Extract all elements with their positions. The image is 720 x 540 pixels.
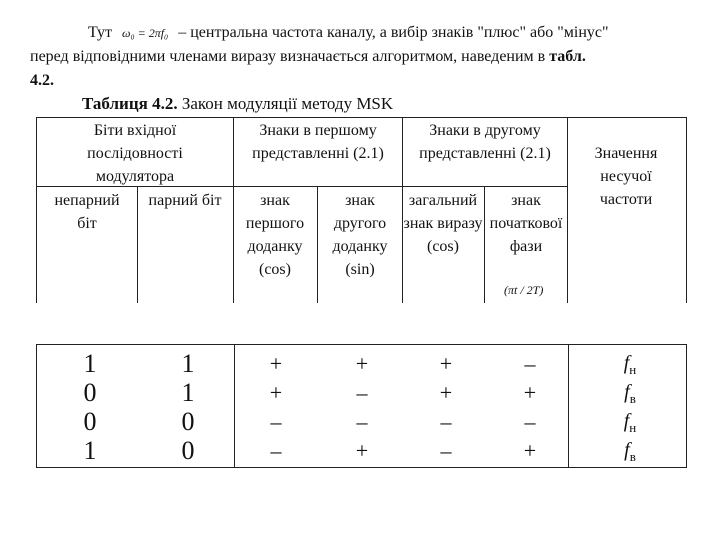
header-bits-group: Біти вхідної послідовності модулятора <box>87 122 183 185</box>
frequency-symbol: f <box>623 352 630 374</box>
header-sign-common: загальний знак виразу (cos) <box>403 192 483 255</box>
omega-formula: ω₀ = 2πf₀ <box>121 26 169 40</box>
header-divider-1 <box>233 117 234 303</box>
intro-line-2-text: перед відповідними членами виразу визначається алгоритмом, наведеним в <box>30 48 546 65</box>
table-cell-odd-bit: 1 <box>83 349 97 378</box>
intro-line-1 <box>88 22 609 44</box>
table-cell-sign: + <box>523 438 537 463</box>
column-even-bit <box>165 349 211 465</box>
header-first-representation: Знаки в першому представленні (2.1) <box>252 122 384 162</box>
intro-line-1-rest: – центральна частота каналу, а вибір знаків "плюс" або "мінус" <box>178 24 609 41</box>
header-carrier-frequency: Значення несучої частоти <box>594 145 658 208</box>
table-cell-even-bit: 1 <box>181 378 195 407</box>
column-sign-phase <box>507 349 553 465</box>
table-cell-sign: – <box>524 409 536 434</box>
table-cell-sign: – <box>524 351 536 376</box>
header-subdivider-bits <box>137 186 138 303</box>
intro-prefix: Тут <box>88 24 112 41</box>
frequency-subscript: в <box>629 449 636 464</box>
column-carrier-frequency <box>607 349 653 465</box>
header-top-border <box>36 117 687 118</box>
table-cell-sign: – <box>440 438 452 463</box>
table-cell-sign: – <box>356 380 368 405</box>
table-cell-sign: + <box>355 351 369 376</box>
table-caption <box>82 94 393 114</box>
header-sign-first-term: знак першого доданку (cos) <box>245 192 305 278</box>
header-sign-phase: знак початкової фази <box>489 192 563 255</box>
frequency-subscript: н <box>629 420 637 435</box>
frequency-symbol: f <box>623 410 630 432</box>
table-cell-sign: + <box>439 380 453 405</box>
column-sign-common <box>423 349 469 465</box>
table-cell-even-bit: 0 <box>181 407 195 436</box>
data-divider <box>234 345 235 467</box>
column-sign-first-term <box>253 349 299 465</box>
header-second-representation: Знаки в другому представленні (2.1) <box>419 122 551 162</box>
table-cell-sign: – <box>270 409 282 434</box>
table-cell-frequency <box>607 378 653 407</box>
frequency-symbol: f <box>624 381 630 403</box>
table-cell-sign: + <box>269 351 283 376</box>
table-cell-odd-bit: 0 <box>83 378 97 407</box>
column-sign-second-term <box>339 349 385 465</box>
frequency-subscript: н <box>629 362 637 377</box>
table-cell-sign: + <box>439 351 453 376</box>
table-cell-sign: + <box>355 438 369 463</box>
header-sign-second-term: знак другого доданку (sin) <box>332 192 388 278</box>
header-odd-bit: непарний біт <box>54 192 120 232</box>
header-even-bit: парний біт <box>148 192 222 209</box>
table-cell-frequency <box>607 436 653 465</box>
frequency-subscript: в <box>629 391 636 406</box>
table-cell-sign: – <box>356 409 368 434</box>
header-subdivider-first <box>317 186 318 303</box>
data-divider <box>568 345 569 467</box>
header-right-border <box>686 117 687 303</box>
table-reference-number: 4.2. <box>30 72 54 89</box>
header-subdivider-second <box>484 186 485 303</box>
header-divider-3 <box>567 117 568 303</box>
table-caption-title: Закон модуляції методу MSK <box>181 94 394 113</box>
table-reference: табл. <box>549 48 586 65</box>
phase-note: (πt / 2T) <box>504 283 544 297</box>
table-header <box>36 117 687 303</box>
table-cell-sign: + <box>269 380 283 405</box>
table-cell-odd-bit: 1 <box>83 436 97 465</box>
data-table <box>36 344 687 468</box>
frequency-symbol: f <box>624 439 630 461</box>
table-caption-number: Таблиця 4.2. <box>82 94 178 113</box>
table-cell-frequency <box>607 349 653 378</box>
column-odd-bit <box>67 349 113 465</box>
table-cell-even-bit: 0 <box>181 436 195 465</box>
table-cell-sign: – <box>440 409 452 434</box>
table-cell-frequency <box>607 407 653 436</box>
table-cell-sign: – <box>270 438 282 463</box>
header-left-border <box>36 117 37 303</box>
table-cell-even-bit: 1 <box>181 349 195 378</box>
table-cell-odd-bit: 0 <box>83 407 97 436</box>
intro-line-2 <box>30 46 586 68</box>
table-cell-sign: + <box>523 380 537 405</box>
